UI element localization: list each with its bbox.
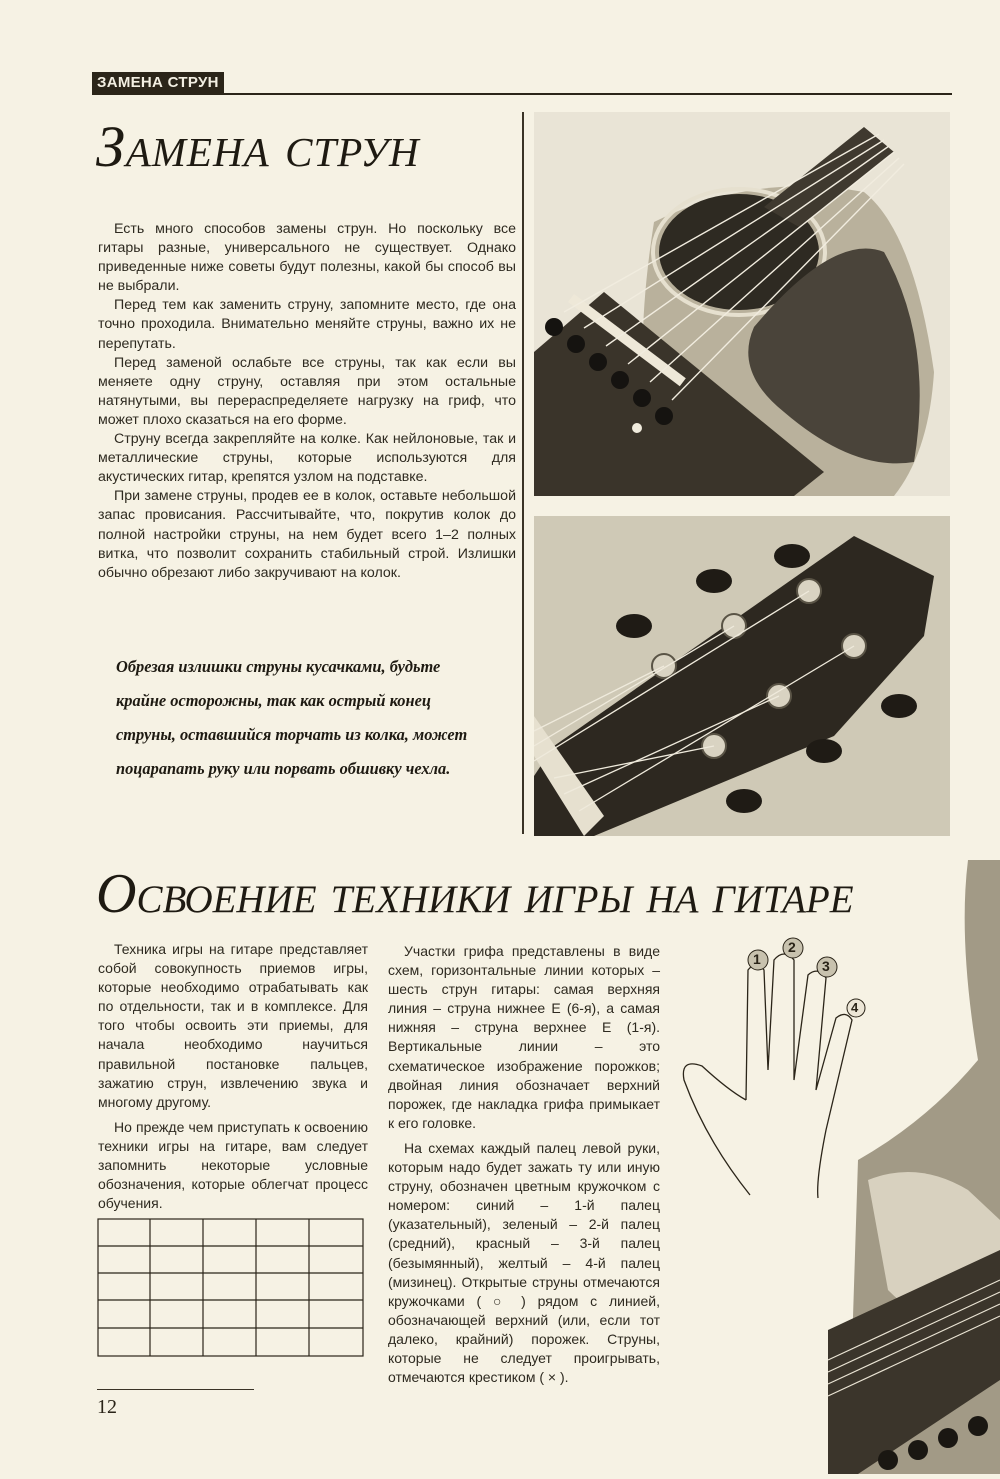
finger-label-4: 4 xyxy=(851,1000,859,1015)
section-tag: ЗАМЕНА СТРУН xyxy=(92,72,224,94)
column-divider xyxy=(522,112,524,834)
paragraph: Техника игры на гитаре представляет собой совокупность приемов игры, которые необходимо отрабатывать как по отдельности, так и в комплексе. Для того чтобы освоить эти приемы, для начала необходимо научиться правильной постановке пальцев, зажатию струн, извлечению звука и многому другому. xyxy=(98,941,368,1110)
fretboard-grid-diagram xyxy=(97,1218,364,1357)
paragraph: При замене струны, продев ее в колок, оставьте небольшой запас провисания. Рассчитывайте, что, покрутив колок до полной настройки струны, на нем будет всего 1–2 полных витка, что позволит сохранить стабильный строй. Излишки обычно обрезают либо закручивают на колок. xyxy=(98,488,516,581)
paragraph: Есть много способов замены струн. Но поскольку все гитары разные, универсального не существует. Однако приведенные ниже советы будут полезны, какой бы способ вы не выбрали. xyxy=(98,221,516,295)
guitar-bridge-photo xyxy=(534,112,950,496)
paragraph: Перед тем как заменить струну, запомните место, где она точно проходила. Внимательно меняйте струны, важно их не перепутать. xyxy=(98,297,516,352)
finger-label-2: 2 xyxy=(788,939,796,955)
finger-label-3: 3 xyxy=(822,958,830,974)
footer-rule xyxy=(97,1389,254,1390)
guitarist-photo xyxy=(828,860,1000,1474)
warning-note: Обрезая излишки струны кусачками, будьте крайне осторожны, так как острый конец струны, оставшийся торчать из колка, может поцарапать руку или порвать обшивку чехла. xyxy=(116,657,468,778)
section2-column-1 xyxy=(98,940,368,1213)
paragraph: Но прежде чем приступать к освоению техники игры на гитаре, вам следует запомнить некоторые условные обозначения, которые облегчат процесс обучения. xyxy=(98,1118,368,1212)
section2-column-2 xyxy=(388,942,660,1387)
page-number: 12 xyxy=(97,1396,117,1418)
paragraph: На схемах каждый палец левой руки, которым надо будет зажать ту или иную струну, обозначен цветным кружочком с номером: синий – 1-й палец (указательный), зеленый – 2-й палец (средний), красный – 3-й палец (безымянный), желтый – 4-й палец (мизинец). Открытые струны отмечаются кружочками ( ○ ) рядом с линией, обозначающей верхний (или, если тот далеко, крайний) порожек. Струны, которые не следует проигрывать, отмечаются крестиком ( × ). xyxy=(388,1139,660,1386)
guitar-headstock-photo xyxy=(534,516,950,836)
section-title-guitar-technique: Освоение техники игры на гитаре xyxy=(96,863,854,925)
finger-label-1: 1 xyxy=(753,951,761,967)
paragraph: Перед заменой ослабьте все струны, так как если вы меняете одну струну, оставляя при этом остальные натянутыми, вы перераспределяете нагрузку на гриф, что может плохо сказаться на его форме. xyxy=(98,354,516,428)
section1-text-column xyxy=(98,220,516,583)
section-title-string-replacement: Замена струн xyxy=(96,114,420,179)
header-rule xyxy=(92,93,952,95)
paragraph: Струну всегда закрепляйте на колке. Как нейлоновые, так и металлические струны, которые используются для акустических гитар, крепятся узлом на подставке. xyxy=(98,431,516,486)
paragraph: Участки грифа представлены в виде схем, горизонтальные линии которых – шесть струн гитары: самая верхняя линия – струна нижнее E (6-я), а самая нижняя – струна верхнее E (1-я). Вертикальные линии – это схематическое изображение порожков; двойная линия обозначает верхний порожек, где накладка грифа примыкает к его головке. xyxy=(388,943,660,1131)
